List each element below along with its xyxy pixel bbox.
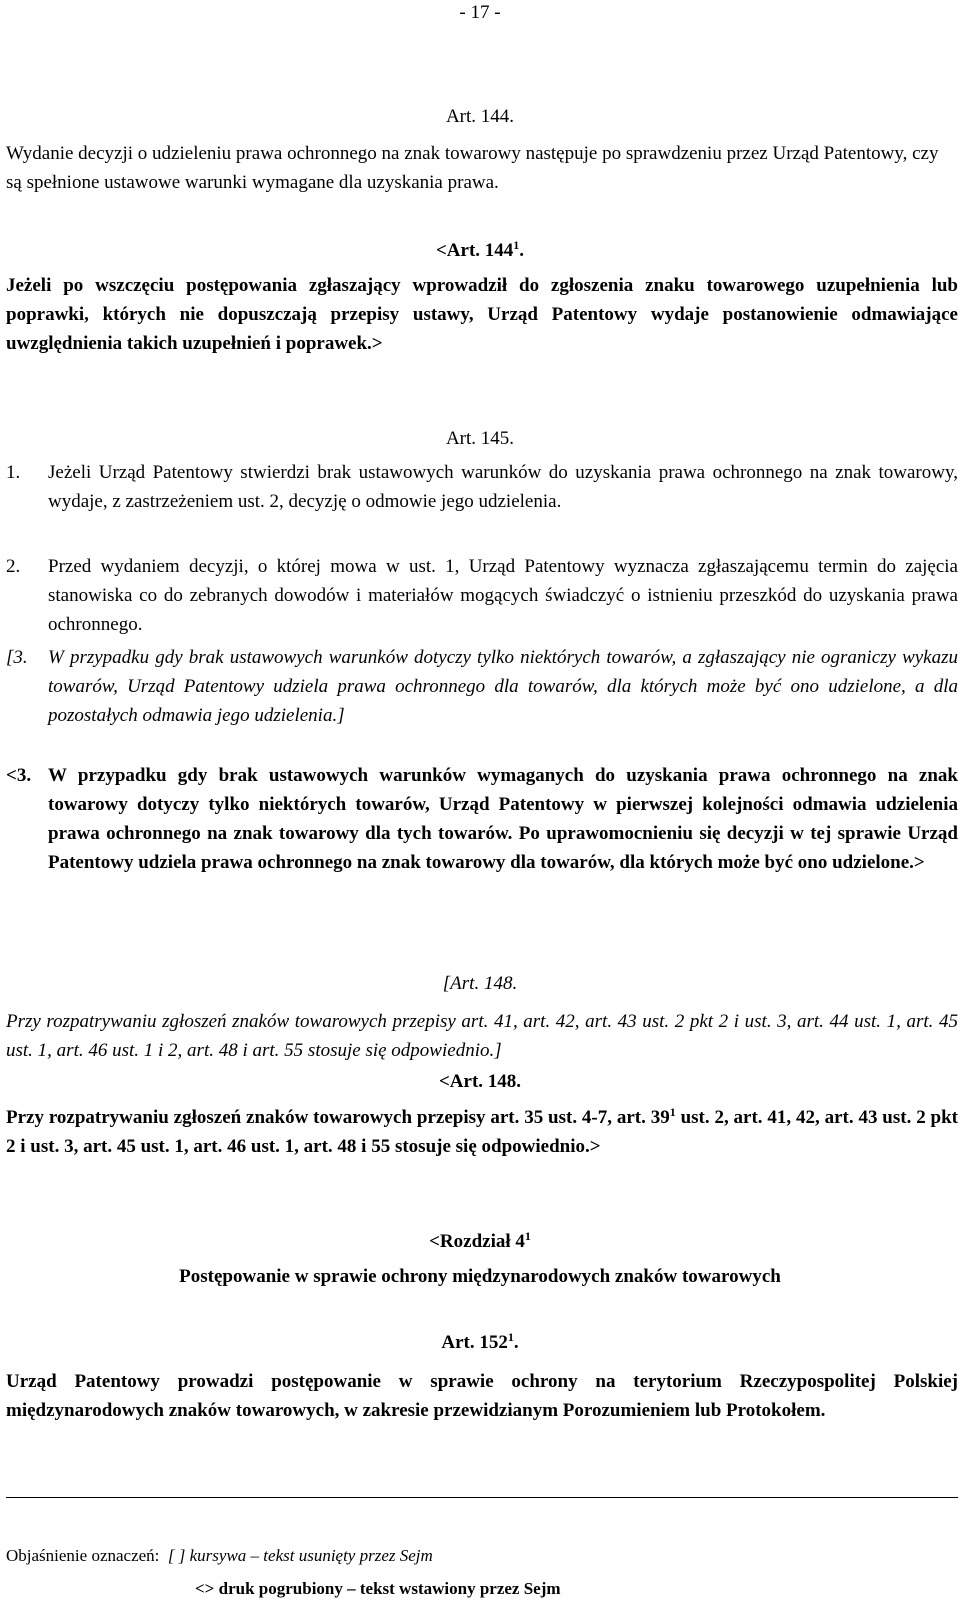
- item-3-new-text: W przypadku gdy brak ustawowych warunków wymaganych do uzyskania prawa ochronnego na znak towarowy dotyczy tylko niektórych towarów, Urząd Patentowy w pierwszej kolejności odmawia udzielenia prawa ochronnego na znak towarowy dla tych towarów. Po uprawomocnieniu się decyzji w tej sprawie Urząd Patentowy udziela prawa ochronnego na znak towarowy dla towarów, dla których może być ono udzielone.>: [48, 765, 958, 873]
- article-152-1-heading-end: .: [513, 1332, 519, 1353]
- article-148-new-text-a: Przy rozpatrywaniu zgłoszeń znaków towarowych przepisy art. 35 ust. 4-7, art. 39: [6, 1107, 670, 1128]
- footnote-separator: [6, 1497, 958, 1498]
- article-144-1-heading: [0, 240, 960, 262]
- footnote-label: Objaśnienie oznaczeń:: [6, 1546, 160, 1565]
- article-148-old-heading: [Art. 148.: [442, 973, 518, 994]
- article-148-new-heading: <Art. 148.: [438, 1071, 522, 1092]
- item-2-number: 2.: [6, 556, 21, 577]
- item-2-text: Przed wydaniem decyzji, o której mowa w ust. 1, Urząd Patentowy wyznacza zgłaszającemu termin do zajęcia stanowiska co do zebranych dowodów i materiałów mogących świadczyć o istnieniu przeszkód do uzyskania prawa ochronnego.: [48, 556, 958, 635]
- chapter-heading: [0, 1231, 960, 1253]
- item-1-text: Jeżeli Urząd Patentowy stwierdzi brak ustawowych warunków do uzyskania prawa ochronnego na znak towarowy, wydaje, z zastrzeżeniem ust. 2, decyzję o odmowie jego udzielenia.: [48, 462, 958, 512]
- article-148-new-text-b: ust. 2, art. 41, 42, art. 43 ust. 2 pkt 2 i ust. 3, art. 45 ust. 1, art. 46 ust. 1, art. 48 i 55 stosuje się odpowiednio.>: [6, 1107, 959, 1157]
- chapter-title: Postępowanie w sprawie ochrony międzynarodowych znaków towarowych: [179, 1266, 781, 1287]
- chapter-heading-text: <Rozdział 4: [429, 1231, 525, 1252]
- article-152-1-heading-text: Art. 152: [441, 1332, 508, 1353]
- article-152-1-heading: [0, 1332, 960, 1354]
- item-3-old-number: [3.: [6, 647, 28, 668]
- footnote-legend-line: [6, 1546, 433, 1566]
- article-152-1-heading-sup: 1: [507, 1330, 514, 1344]
- page-number: - 17 -: [459, 2, 501, 23]
- article-152-1-text: Urząd Patentowy prowadzi postępowanie w sprawie ochrony na terytorium Rzeczypospolitej Polskiej międzynarodowych znaków towarowych, w zakresie przewidzianym Porozumieniem lub Protokołem.: [6, 1371, 958, 1421]
- article-144-heading: Art. 144.: [445, 106, 515, 127]
- article-144-1-heading-text: <Art. 144: [435, 240, 514, 261]
- article-144-1-text: Jeżeli po wszczęciu postępowania zgłaszający wprowadził do zgłoszenia znaku towarowego uzupełnienia lub poprawki, których nie dopuszczają przepisy ustawy, Urząd Patentowy wydaje postanowienie odmawiające uwzględnienia takich uzupełnień i poprawek.>: [6, 275, 958, 354]
- article-144-1-heading-sup: 1: [513, 238, 520, 252]
- article-144-1-heading-end: .: [519, 240, 525, 261]
- footnote-italic-legend: [ ] kursywa – tekst usunięty przez Sejm: [167, 1546, 433, 1565]
- footnote-bold-legend: <> druk pogrubiony – tekst wstawiony przez Sejm: [195, 1579, 561, 1598]
- article-148-old-text: Przy rozpatrywaniu zgłoszeń znaków towarowych przepisy art. 41, art. 42, art. 43 ust. 2 pkt 2 i ust. 3, art. 44 ust. 1, art. 45 ust. 1, art. 46 ust. 1 i 2, art. 48 i art. 55 stosuje się odpowiednio.]: [6, 1011, 958, 1061]
- item-3-new-number: <3.: [6, 765, 32, 786]
- article-148-new-text: [6, 1103, 958, 1161]
- item-1-number: 1.: [6, 462, 21, 483]
- article-148-new-sup: 1: [669, 1105, 676, 1119]
- chapter-heading-sup: 1: [524, 1229, 531, 1243]
- item-3-old-text: W przypadku gdy brak ustawowych warunków dotyczy tylko niektórych towarów, a zgłaszający nie ograniczy wykazu towarów, Urząd Patentowy udziela prawa ochronnego dla towarów, dla których może być ono udzielone, a dla pozostałych odmawia jego udzielenia.]: [48, 647, 958, 726]
- article-145-heading: Art. 145.: [445, 428, 515, 449]
- article-144-text: Wydanie decyzji o udzieleniu prawa ochronnego na znak towarowy następuje po sprawdzeniu przez Urząd Patentowy, czy są spełnione ustawowe warunki wymagane dla uzyskania prawa.: [6, 143, 939, 193]
